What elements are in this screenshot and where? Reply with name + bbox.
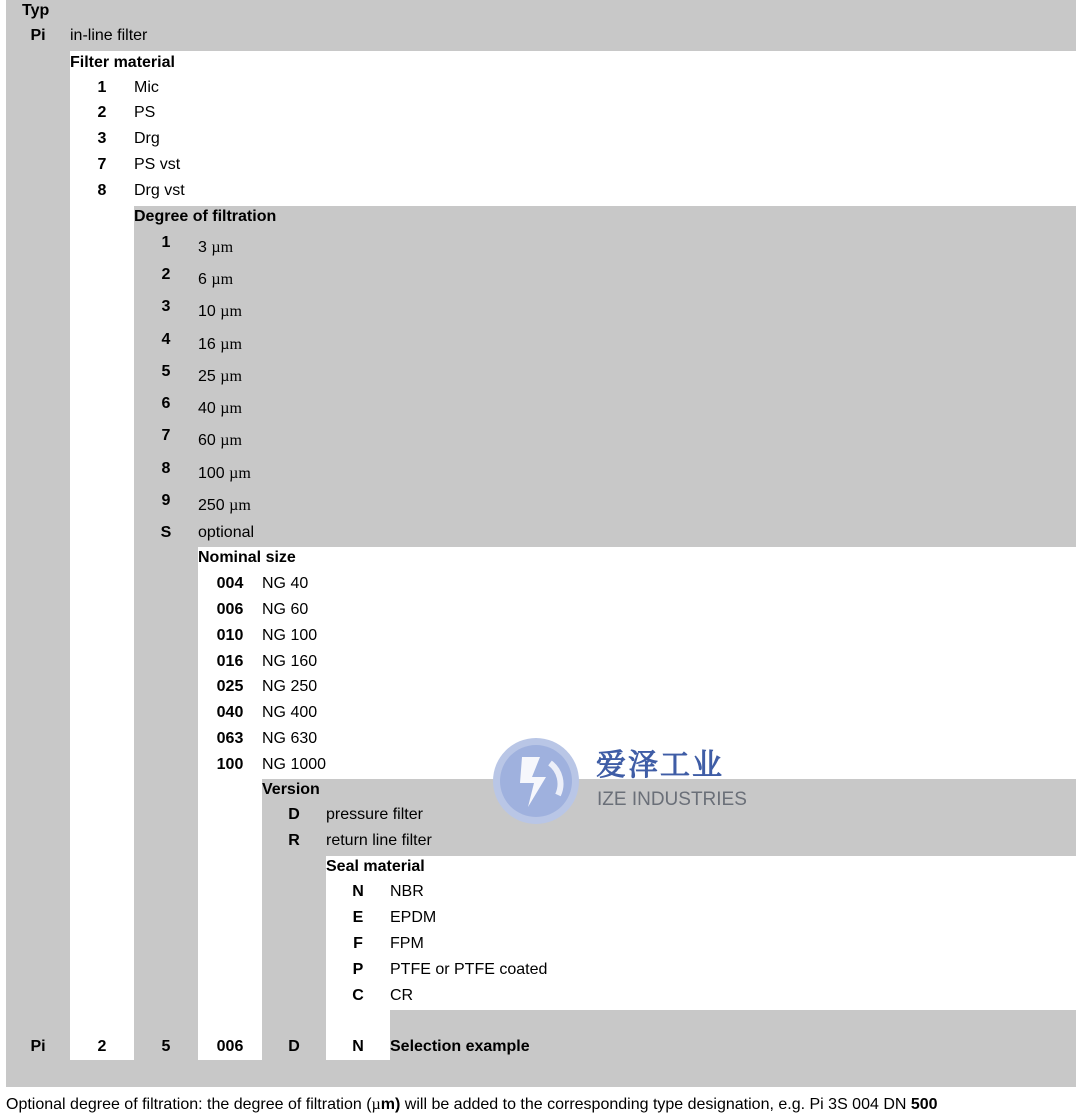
seal-material-label: PTFE or PTFE coated: [390, 961, 548, 978]
footnote-text-start: Optional degree of filtration: the degree of filtration (: [6, 1096, 372, 1113]
footnote-unit-m: m): [380, 1096, 401, 1113]
degree-code: 2: [161, 266, 171, 283]
footnote-text-end: will be added to the corresponding type designation, e.g. Pi 3S 004 DN: [400, 1096, 911, 1113]
degree-code: S: [160, 524, 172, 541]
typ-header-band: [6, 0, 1076, 51]
pi-code: Pi: [30, 27, 46, 44]
filter-material-code: 7: [97, 156, 107, 173]
degree-unit: µm: [220, 432, 242, 449]
seal-material-code: P: [352, 961, 364, 978]
selection-example-band: [390, 1010, 1076, 1030]
nominal-size-heading: Nominal size: [198, 549, 296, 566]
nominal-size-label: NG 40: [262, 575, 309, 592]
degree-value: [198, 335, 242, 355]
filter-material-label: PS vst: [134, 156, 181, 173]
seal-material-code: E: [352, 909, 364, 926]
nominal-size-code: 016: [216, 653, 244, 670]
version-label: return line filter: [326, 832, 432, 849]
degree-code: 5: [161, 363, 171, 380]
degree-number: 10: [198, 303, 216, 320]
degree-unit: µm: [229, 465, 251, 482]
watermark-chinese: 爱泽工业: [596, 748, 724, 783]
version-code: R: [288, 832, 300, 849]
filter-material-label: PS: [134, 104, 156, 121]
degree-unit: µm: [211, 239, 234, 256]
degree-code: 8: [161, 460, 171, 477]
degree-number: 250: [198, 497, 225, 514]
degree-of-filtration-heading: Degree of filtration: [134, 208, 277, 225]
filter-material-heading: Filter material: [70, 54, 175, 71]
footnote-example-value: 500: [910, 1096, 938, 1113]
seal-material-heading: Seal material: [326, 858, 425, 875]
degree-code: 1: [161, 234, 171, 251]
footnote-unit-mu: µ: [371, 1096, 381, 1113]
degree-number: 16: [198, 336, 216, 353]
degree-unit: µm: [229, 497, 251, 514]
degree-value: [198, 464, 251, 484]
nominal-size-label: NG 250: [262, 678, 318, 695]
selection-example-code: Pi: [30, 1038, 46, 1055]
degree-code: 7: [161, 427, 171, 444]
nominal-size-label: NG 100: [262, 627, 318, 644]
nominal-size-label: NG 60: [262, 601, 309, 618]
nominal-size-label: NG 160: [262, 653, 318, 670]
degree-value: [198, 302, 242, 322]
degree-value: [198, 523, 254, 543]
seal-material-code: N: [352, 883, 364, 900]
degree-number: 6: [198, 271, 207, 288]
degree-code: 6: [161, 395, 171, 412]
degree-unit: µm: [211, 271, 234, 288]
nominal-size-label: NG 630: [262, 730, 318, 747]
degree-number: 60: [198, 432, 216, 449]
filter-material-label: Mic: [134, 79, 159, 96]
seal-material-label: NBR: [390, 883, 424, 900]
degree-value: [198, 270, 233, 290]
version-heading: Version: [262, 781, 320, 798]
selection-example-label: Selection example: [390, 1038, 530, 1055]
degree-unit: µm: [220, 368, 242, 385]
selection-example-code: 2: [97, 1038, 107, 1055]
watermark-english: IZE INDUSTRIES: [597, 789, 747, 810]
nominal-size-code: 006: [216, 601, 244, 618]
selection-example-code: D: [288, 1038, 300, 1055]
filter-material-code: 8: [97, 182, 107, 199]
seal-material-code: F: [353, 935, 363, 952]
typ-label: Typ: [22, 2, 50, 19]
seal-material-label: FPM: [390, 935, 424, 952]
degree-value: [198, 496, 251, 516]
degree-number: 25: [198, 368, 216, 385]
filter-material-code: 2: [97, 104, 107, 121]
degree-unit: µm: [220, 336, 242, 353]
filter-material-code: 3: [97, 130, 107, 147]
footnote: [6, 1094, 938, 1116]
nominal-size-label: NG 1000: [262, 756, 327, 773]
degree-header-band: [198, 206, 1076, 547]
filter-material-code: 1: [97, 79, 107, 96]
nominal-size-code: 004: [216, 575, 244, 592]
degree-number: 100: [198, 465, 225, 482]
degree-unit: µm: [220, 303, 242, 320]
degree-number: optional: [198, 524, 255, 541]
seal-material-code: C: [352, 987, 364, 1004]
pi-description: in-line filter: [70, 27, 148, 44]
nominal-size-code: 040: [216, 704, 244, 721]
ize-logo-icon: [492, 737, 580, 825]
nominal-size-code: 100: [216, 756, 244, 773]
degree-unit: µm: [220, 400, 242, 417]
version-code: D: [288, 806, 300, 823]
degree-number: 40: [198, 400, 216, 417]
nominal-size-label: NG 400: [262, 704, 318, 721]
degree-value: [198, 431, 242, 451]
filter-material-label: Drg vst: [134, 182, 185, 199]
degree-number: 3: [198, 239, 207, 256]
selection-example-code: 5: [161, 1038, 171, 1055]
version-label: pressure filter: [326, 806, 423, 823]
degree-code: 4: [161, 331, 171, 348]
degree-code: 9: [161, 492, 171, 509]
selection-example-code: 006: [216, 1038, 244, 1055]
seal-material-label: EPDM: [390, 909, 437, 926]
degree-value: [198, 399, 242, 419]
nominal-size-code: 063: [216, 730, 244, 747]
nominal-size-code: 025: [216, 678, 244, 695]
nominal-size-code: 010: [216, 627, 244, 644]
selection-example-code: N: [352, 1038, 364, 1055]
filter-material-label: Drg: [134, 130, 160, 147]
degree-value: [198, 367, 242, 387]
typ-column-band: [6, 51, 70, 1087]
degree-code: 3: [161, 298, 171, 315]
seal-material-label: CR: [390, 987, 414, 1004]
degree-value: [198, 238, 233, 258]
